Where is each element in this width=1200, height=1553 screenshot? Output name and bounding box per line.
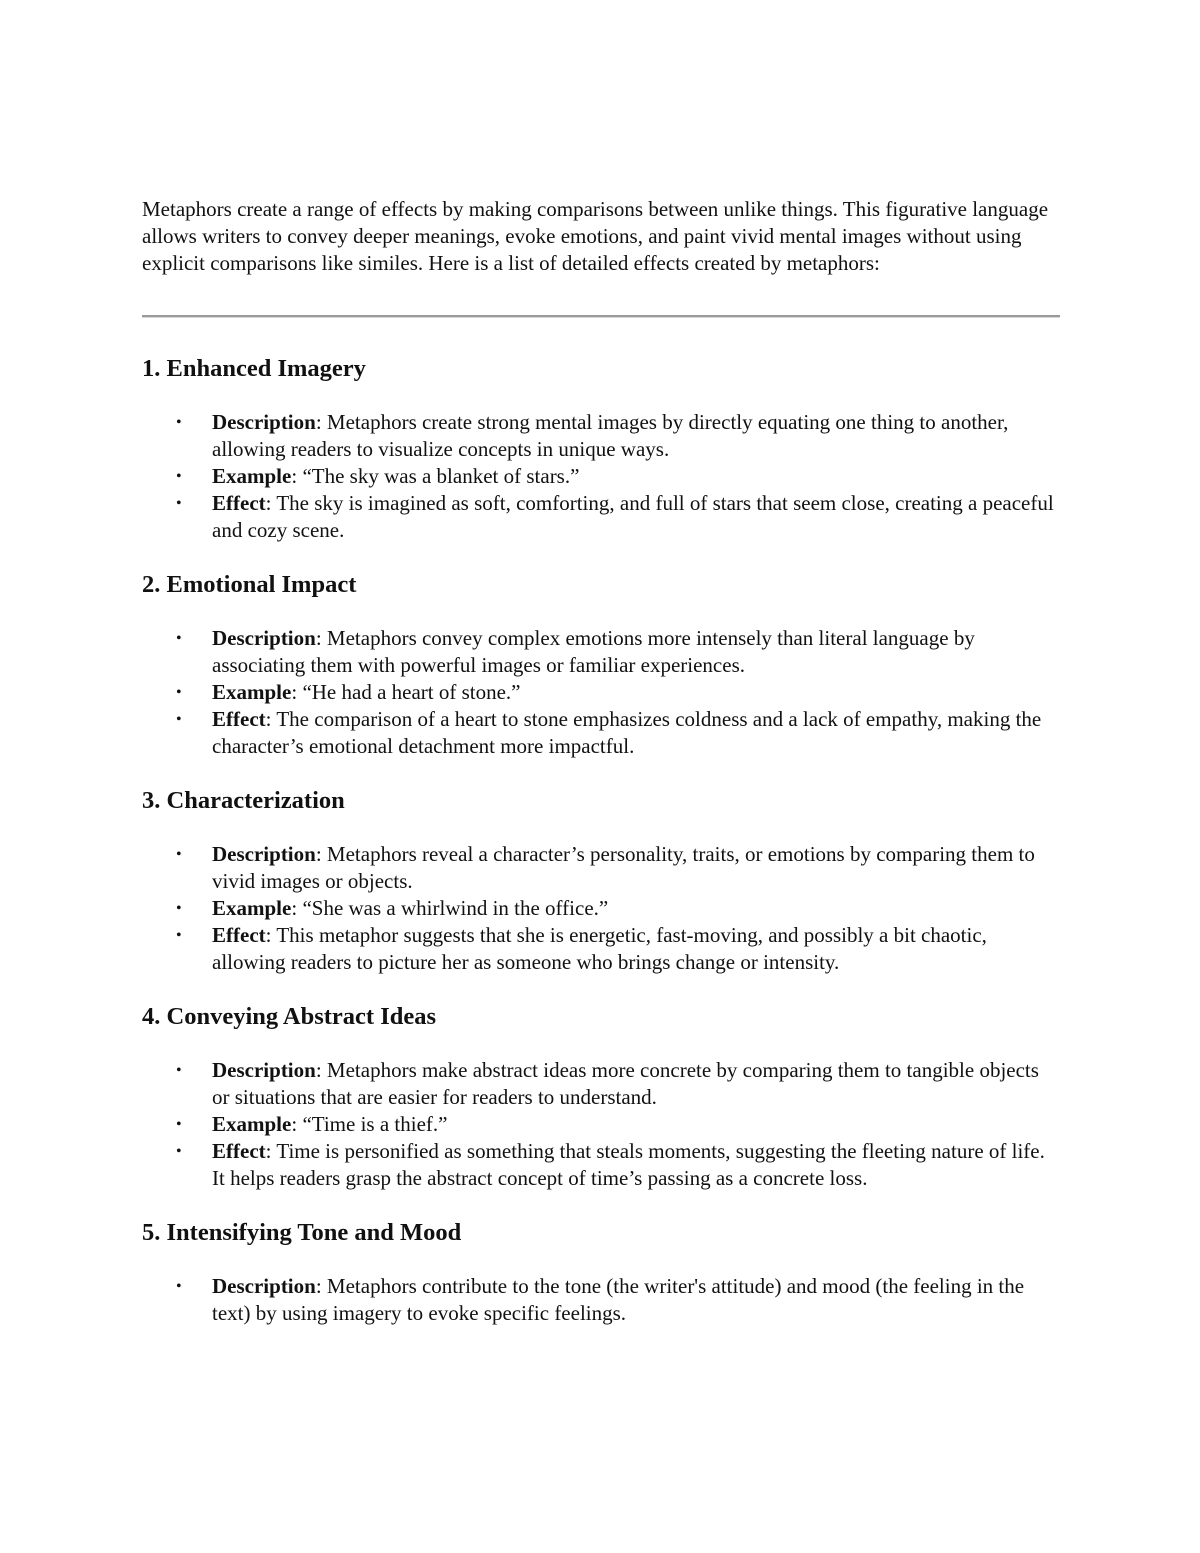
item-text: The sky is imagined as soft, comforting, and full of stars that seem close, creating a peaceful and cozy scene. bbox=[212, 491, 1054, 542]
list-item-description bbox=[142, 625, 1060, 679]
bullet-list bbox=[142, 1057, 1060, 1192]
item-text: “She was a whirlwind in the office.” bbox=[297, 896, 609, 920]
item-label: Effect bbox=[212, 491, 266, 515]
bullet-icon: • bbox=[176, 1116, 182, 1133]
item-separator: : bbox=[315, 410, 322, 434]
item-separator: : bbox=[315, 842, 322, 866]
section-heading: 1. Enhanced Imagery bbox=[142, 355, 366, 382]
item-separator: : bbox=[291, 1112, 298, 1136]
item-text: Metaphors contribute to the tone (the writer's attitude) and mood (the feeling in the text) by using imagery to evoke specific feelings. bbox=[212, 1274, 1025, 1325]
item-text: This metaphor suggests that she is energetic, fast-moving, and possibly a bit chaotic, allowing readers to picture her as someone who brings change or intensity. bbox=[212, 923, 987, 974]
bullet-list bbox=[142, 841, 1060, 976]
bullet-icon: • bbox=[176, 630, 182, 647]
item-text: Metaphors create strong mental images by directly equating one thing to another, allowing readers to visualize concepts in unique ways. bbox=[212, 410, 1009, 461]
list-item-example bbox=[142, 679, 1060, 706]
section-heading: 4. Conveying Abstract Ideas bbox=[142, 1003, 437, 1030]
bullet-icon: • bbox=[176, 1278, 182, 1295]
intro-paragraph: Metaphors create a range of effects by making comparisons between unlike things. This figurative language allows writers to convey deeper meanings, evoke emotions, and paint vivid mental images without using explicit comparisons like similes. Here is a list of detailed effects created by metaphors: bbox=[142, 197, 1049, 275]
section-emotional-impact bbox=[142, 570, 1060, 760]
list-item-example bbox=[142, 895, 1060, 922]
item-label: Description bbox=[212, 410, 316, 434]
item-separator: : bbox=[291, 464, 298, 488]
section-heading: 2. Emotional Impact bbox=[142, 571, 357, 598]
item-text: Metaphors convey complex emotions more intensely than literal language by associating them with powerful images or familiar experiences. bbox=[212, 626, 975, 677]
horizontal-rule bbox=[142, 315, 1060, 318]
item-separator: : bbox=[265, 707, 272, 731]
item-separator: : bbox=[265, 1139, 272, 1163]
bullet-icon: • bbox=[176, 1062, 182, 1079]
list-item-effect bbox=[142, 1138, 1060, 1192]
item-separator: : bbox=[291, 896, 298, 920]
item-text: “He had a heart of stone.” bbox=[297, 680, 521, 704]
item-separator: : bbox=[291, 680, 298, 704]
bullet-icon: • bbox=[176, 684, 182, 701]
item-label: Example bbox=[212, 464, 292, 488]
document-page bbox=[142, 196, 1060, 1327]
item-separator: : bbox=[265, 923, 272, 947]
list-item-description bbox=[142, 841, 1060, 895]
item-text: “Time is a thief.” bbox=[297, 1112, 448, 1136]
section-characterization bbox=[142, 786, 1060, 976]
item-text: Metaphors make abstract ideas more concrete by comparing them to tangible objects or situations that are easier for readers to understand. bbox=[212, 1058, 1039, 1109]
section-conveying-abstract-ideas bbox=[142, 1002, 1060, 1192]
bullet-icon: • bbox=[176, 927, 182, 944]
bullet-list bbox=[142, 1273, 1060, 1327]
section-intensifying-tone-and-mood bbox=[142, 1218, 1060, 1327]
list-item-effect bbox=[142, 706, 1060, 760]
item-label: Example bbox=[212, 896, 292, 920]
list-item-example bbox=[142, 463, 1060, 490]
list-item-effect bbox=[142, 922, 1060, 976]
bullet-icon: • bbox=[176, 495, 182, 512]
bullet-icon: • bbox=[176, 846, 182, 863]
item-text: Metaphors reveal a character’s personality, traits, or emotions by comparing them to vivid images or objects. bbox=[212, 842, 1035, 893]
list-item-example bbox=[142, 1111, 1060, 1138]
item-label: Example bbox=[212, 680, 292, 704]
section-heading: 3. Characterization bbox=[142, 787, 345, 814]
bullet-icon: • bbox=[176, 468, 182, 485]
list-item-effect bbox=[142, 490, 1060, 544]
item-text: The comparison of a heart to stone emphasizes coldness and a lack of empathy, making the character’s emotional detachment more impactful. bbox=[212, 707, 1042, 758]
item-separator: : bbox=[315, 626, 322, 650]
item-label: Effect bbox=[212, 923, 266, 947]
item-label: Description bbox=[212, 842, 316, 866]
list-item-description bbox=[142, 1057, 1060, 1111]
item-text: “The sky was a blanket of stars.” bbox=[297, 464, 580, 488]
item-label: Effect bbox=[212, 1139, 266, 1163]
item-label: Description bbox=[212, 1058, 316, 1082]
item-label: Effect bbox=[212, 707, 266, 731]
item-text: Time is personified as something that steals moments, suggesting the fleeting nature of life. It helps readers grasp the abstract concept of time’s passing as a concrete loss. bbox=[212, 1139, 1045, 1190]
section-enhanced-imagery bbox=[142, 354, 1060, 544]
item-label: Description bbox=[212, 626, 316, 650]
item-separator: : bbox=[315, 1058, 322, 1082]
bullet-icon: • bbox=[176, 900, 182, 917]
bullet-icon: • bbox=[176, 414, 182, 431]
bullet-list bbox=[142, 625, 1060, 760]
item-label: Example bbox=[212, 1112, 292, 1136]
bullet-icon: • bbox=[176, 711, 182, 728]
list-item-description bbox=[142, 409, 1060, 463]
section-heading: 5. Intensifying Tone and Mood bbox=[142, 1219, 462, 1246]
item-separator: : bbox=[315, 1274, 322, 1298]
item-separator: : bbox=[265, 491, 272, 515]
list-item-description bbox=[142, 1273, 1060, 1327]
bullet-icon: • bbox=[176, 1143, 182, 1160]
bullet-list bbox=[142, 409, 1060, 544]
item-label: Description bbox=[212, 1274, 316, 1298]
